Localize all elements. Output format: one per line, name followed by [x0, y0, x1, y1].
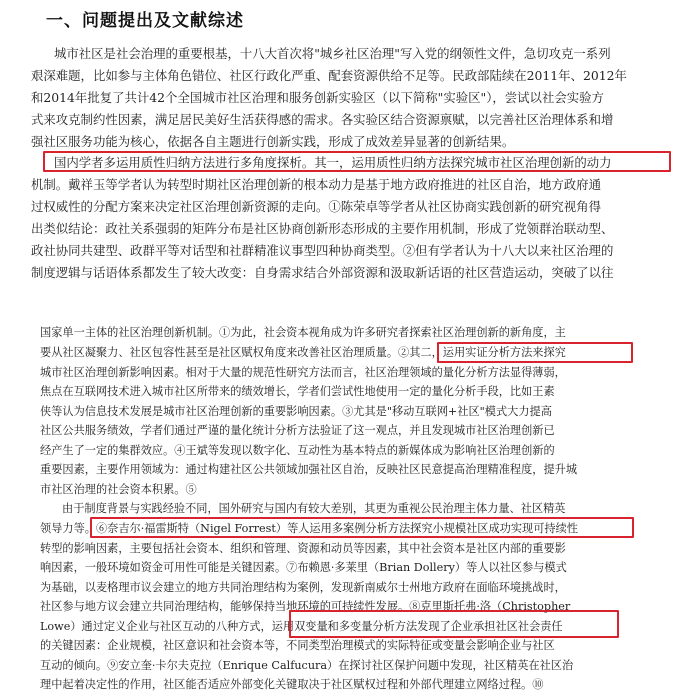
text-line: 由于制度背景与实践经验不同，国外研究与国内有较大差别，其更为重视公民治理主体力量、社区精英 [62, 502, 566, 515]
text-line: 的关键因素：企业规模，社区意识和社会资本等，不同类型治理模式的实际特征或变量会影响企业与社区 [40, 639, 555, 652]
text-line: Lowe）通过定义企业与社区互动的八种方式，运用双变量和多变量分析方法发现了企业承担社区社会责任 [40, 620, 563, 633]
text-line: 响因素，一般环境如资金可用性可能是关键因素。⑦布赖恩·多莱里（Brian Dollery）等人以社区参与模式 [40, 561, 567, 574]
text-line: 城市社区治理创新影响因素。相对于大量的规范性研究方法而言，社区治理领域的量化分析方法显得薄弱， [40, 366, 566, 379]
text-line: 国家单一主体的社区治理创新机制。①为此，社会资本视角成为许多研究者探索社区治理创新的新角度，主 [40, 326, 566, 339]
text-line: 经产生了一定的集群效应。④王斌等发现以数字化、互动性为基本特点的新媒体成为影响社区治理创新的 [40, 444, 555, 457]
text-line: 国内学者多运用质性归纳方法进行多角度探析。其一，运用质性归纳方法探究城市社区治理创新的动力 [54, 155, 612, 170]
text-line: 艰深难题，比如参与主体角色错位、社区行政化严重、配套资源供给不足等。民政部陆续在2011年、2012年 [31, 68, 627, 83]
text-line: 社区参与地方议会建立共同治理结构，能够保持当地环境的可持续性发展。⑧克里斯托弗·洛（Christopher [40, 600, 571, 613]
text-line: 城市社区是社会治理的重要根基，十八大首次将"城乡社区治理"写入党的纲领性文件，急切攻克一系列 [54, 46, 611, 61]
text-line: 理中起着决定性的作用，社区能否适应外部变化关键取决于社区赋权过程和外部代理建立网络过程。⑩ [40, 678, 544, 691]
text-line: 焦点在互联网技术进入城市社区所带来的绩效增长，学者们尝试性地使用一定的量化分析手段，比如王素 [40, 385, 555, 398]
text-line: 市社区治理的社会资本积累。⑤ [40, 483, 197, 496]
text-line: 机制。戴祥玉等学者认为转型时期社区治理创新的根本动力是基于地方政府推进的社区自治，地方政府通 [31, 177, 601, 192]
text-line: 重要因素，主要作用领域为：通过构建社区公共领域加强社区自治，反映社区民意提高治理精准程度，提升城 [40, 463, 578, 476]
text-line: 互动的倾向。⑨安立奎·卡尔夫克拉（Enrique Calfucura）在探讨社区保护问题中发现，社区精英在社区治 [40, 659, 574, 672]
text-line: 和2014年批复了共计42个全国城市社区治理和服务创新实验区（以下简称"实验区"），尝试以社会实验方 [31, 90, 604, 105]
text-line: 领导力等。⑥奈吉尔·福雷斯特（Nigel Forrest）等人运用多案例分析方法探究小规模社区成功实现可持续性 [40, 522, 578, 535]
text-line: 社区公共服务绩效，学者们通过严谨的量化统计分析方法验证了这一观点，并且发现城市社区治理创新已 [40, 424, 555, 437]
text-line: 过权威性的分配方案来决定社区治理创新资源的走向。①陈荣卓等学者从社区协商实践创新的研究视角得 [31, 199, 601, 214]
text-line: 出类似结论：政社关系强弱的矩阵分布是社区协商创新形态形成的主要作用机制，形成了党领群治联动型、 [31, 221, 614, 236]
text-line: 政社协同共建型、政群平等对话型和社群精准议事型四种协商类型。②但有学者认为十八大以来社区治理的 [31, 243, 614, 258]
text-line: 要从社区凝聚力、社区包容性甚至是社区赋权角度来改善社区治理质量。②其二，运用实证分析方法来探究 [40, 346, 566, 359]
text-line: 转型的影响因素，主要包括社会资本、组织和管理、资源和动员等因素，其中社会资本是社区内部的重要影 [40, 542, 566, 555]
text-line: 侠等认为信息技术发展是城市社区治理创新的重要影响因素。③尤其是"移动互联网+社区"模式大力提高 [40, 405, 552, 418]
text-line: 制度逻辑与话语体系都发生了较大改变：自身需求结合外部资源和汲取新话语的社区营造运动，突破了以往 [31, 265, 614, 280]
text-line: 为基础，以麦格理市议会建立的地方共同治理结构为案例，发现新南威尔士州地方政府在面临环境挑战时， [40, 581, 566, 594]
text-line: 式来攻克制约性因素，满足居民美好生活获得感的需求。各实验区结合资源禀赋，以完善社区治理体系和增 [31, 112, 614, 127]
text-line: 强社区服务功能为核心，依据各自主题进行创新实践，形成了成效差异显著的创新结果。 [31, 134, 515, 149]
section-heading: 一、问题提出及文献综述 [46, 11, 244, 31]
